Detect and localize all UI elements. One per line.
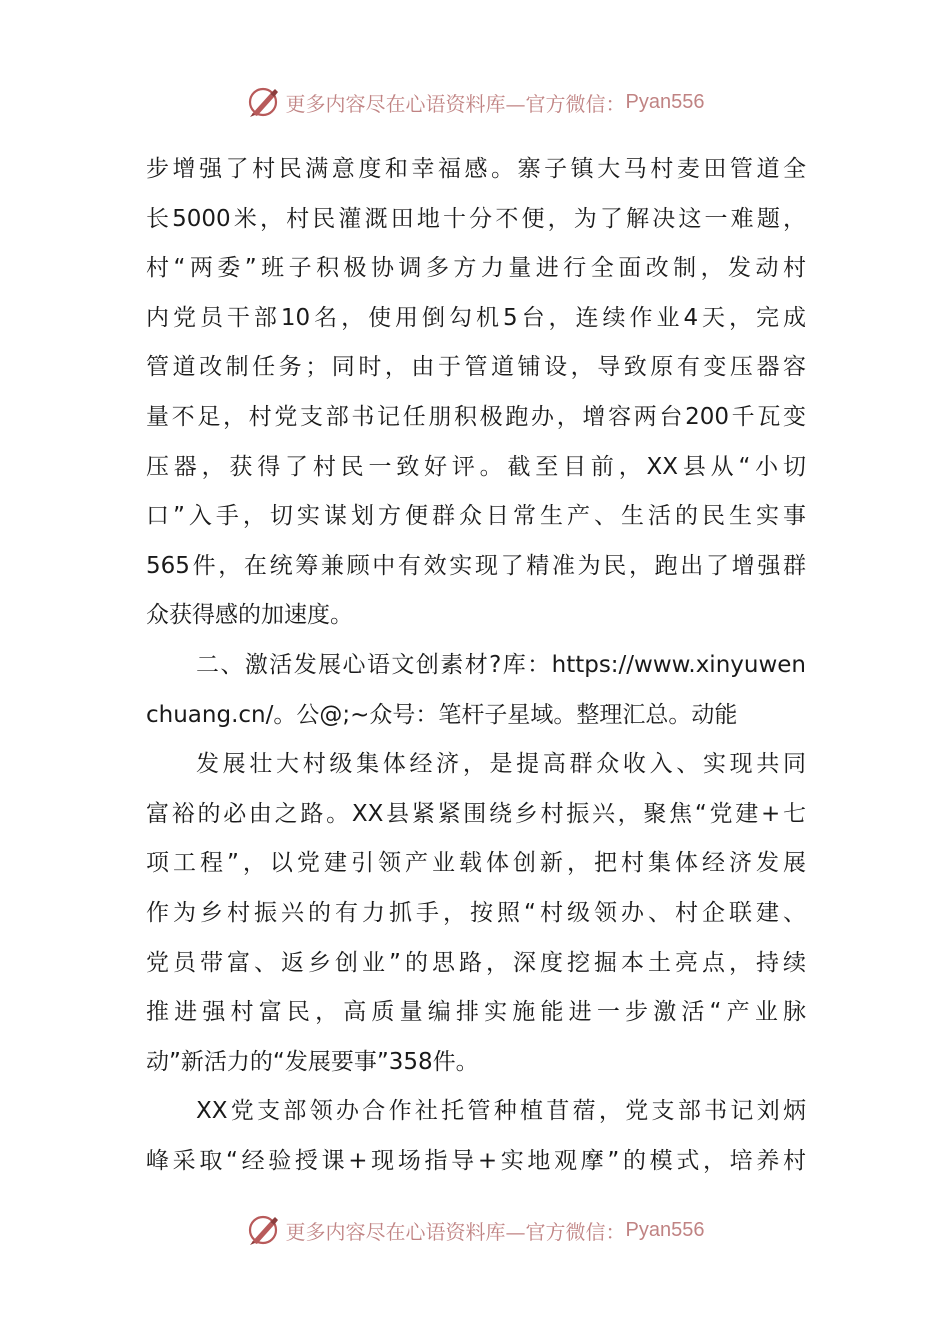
watermark-header (0, 80, 950, 124)
text-line: 内党员干部10名，使用倒勾机5台，连续作业4天，完成 (146, 304, 806, 331)
text-line: 长5000米，村民灌溉田地十分不便，为了解决这一难题， (146, 205, 806, 232)
text-line: 发展壮大村级集体经济，是提高群众收入、实现共同 (196, 751, 806, 778)
text-line: 步增强了村民满意度和幸福感。寨子镇大马村麦田管道全 (146, 156, 806, 182)
watermark-label: 更多内容尽在心语资料库—官方微信： (285, 1219, 626, 1244)
text-line: 作为乡村振兴的有力抓手，按照“村级领办、村企联建、 (146, 899, 806, 926)
text-line: 565件，在统筹兼顾中有效实现了精准为民，跑出了增强群 (146, 552, 806, 579)
text-line: 量不足，村党支部书记任朋积极跑办，增容两台200千瓦变 (146, 403, 806, 430)
text-line: 压器，获得了村民一致好评。截至目前，XX县从“小切 (146, 453, 806, 480)
text-line: 项工程”，以党建引领产业载体创新，把村集体经济发展 (146, 850, 806, 877)
text-line: 峰采取“经验授课+现场指导+实地观摩”的模式，培养村 (146, 1147, 806, 1174)
text-line: 党员带富、返乡创业”的思路，深度挖掘本土亮点，持续 (146, 949, 806, 976)
text-line: 推进强村富民，高质量编排实施能进一步激活“产业脉 (146, 999, 806, 1026)
watermark-footer (0, 1208, 950, 1252)
text-line: XX党支部领办合作社托管种植苜蓿，党支部书记刘炳 (196, 1098, 806, 1125)
document-body (146, 145, 806, 1186)
watermark-handle: Pyan556 (625, 90, 705, 113)
text-line: 动”新活力的“发展要事”358件。 (146, 1048, 479, 1075)
text-line: 二、激活发展心语文创素材?库：https://www.xinyuwen (196, 651, 806, 678)
watermark-handle: Pyan556 (625, 1218, 705, 1241)
text-line: 富裕的必由之路。XX县紧紧围绕乡村振兴，聚焦“党建+七 (146, 800, 806, 827)
text-line: 村“两委”班子积极协调多方力量进行全面改制，发动村 (146, 255, 806, 282)
watermark-label: 更多内容尽在心语资料库—官方微信： (285, 91, 626, 116)
text-line: 口”入手，切实谋划方便群众日常生产、生活的民生实事 (146, 503, 806, 530)
text-line: chuang.cn/。公@;~众号：笔杆子星域。整理汇总。动能 (146, 701, 738, 728)
text-line: 众获得感的加速度。 (146, 602, 353, 629)
text-line: 管道改制任务；同时，由于管道铺设，导致原有变压器容 (146, 354, 806, 381)
pen-seal-icon (246, 1212, 282, 1248)
pen-seal-icon (246, 84, 282, 120)
